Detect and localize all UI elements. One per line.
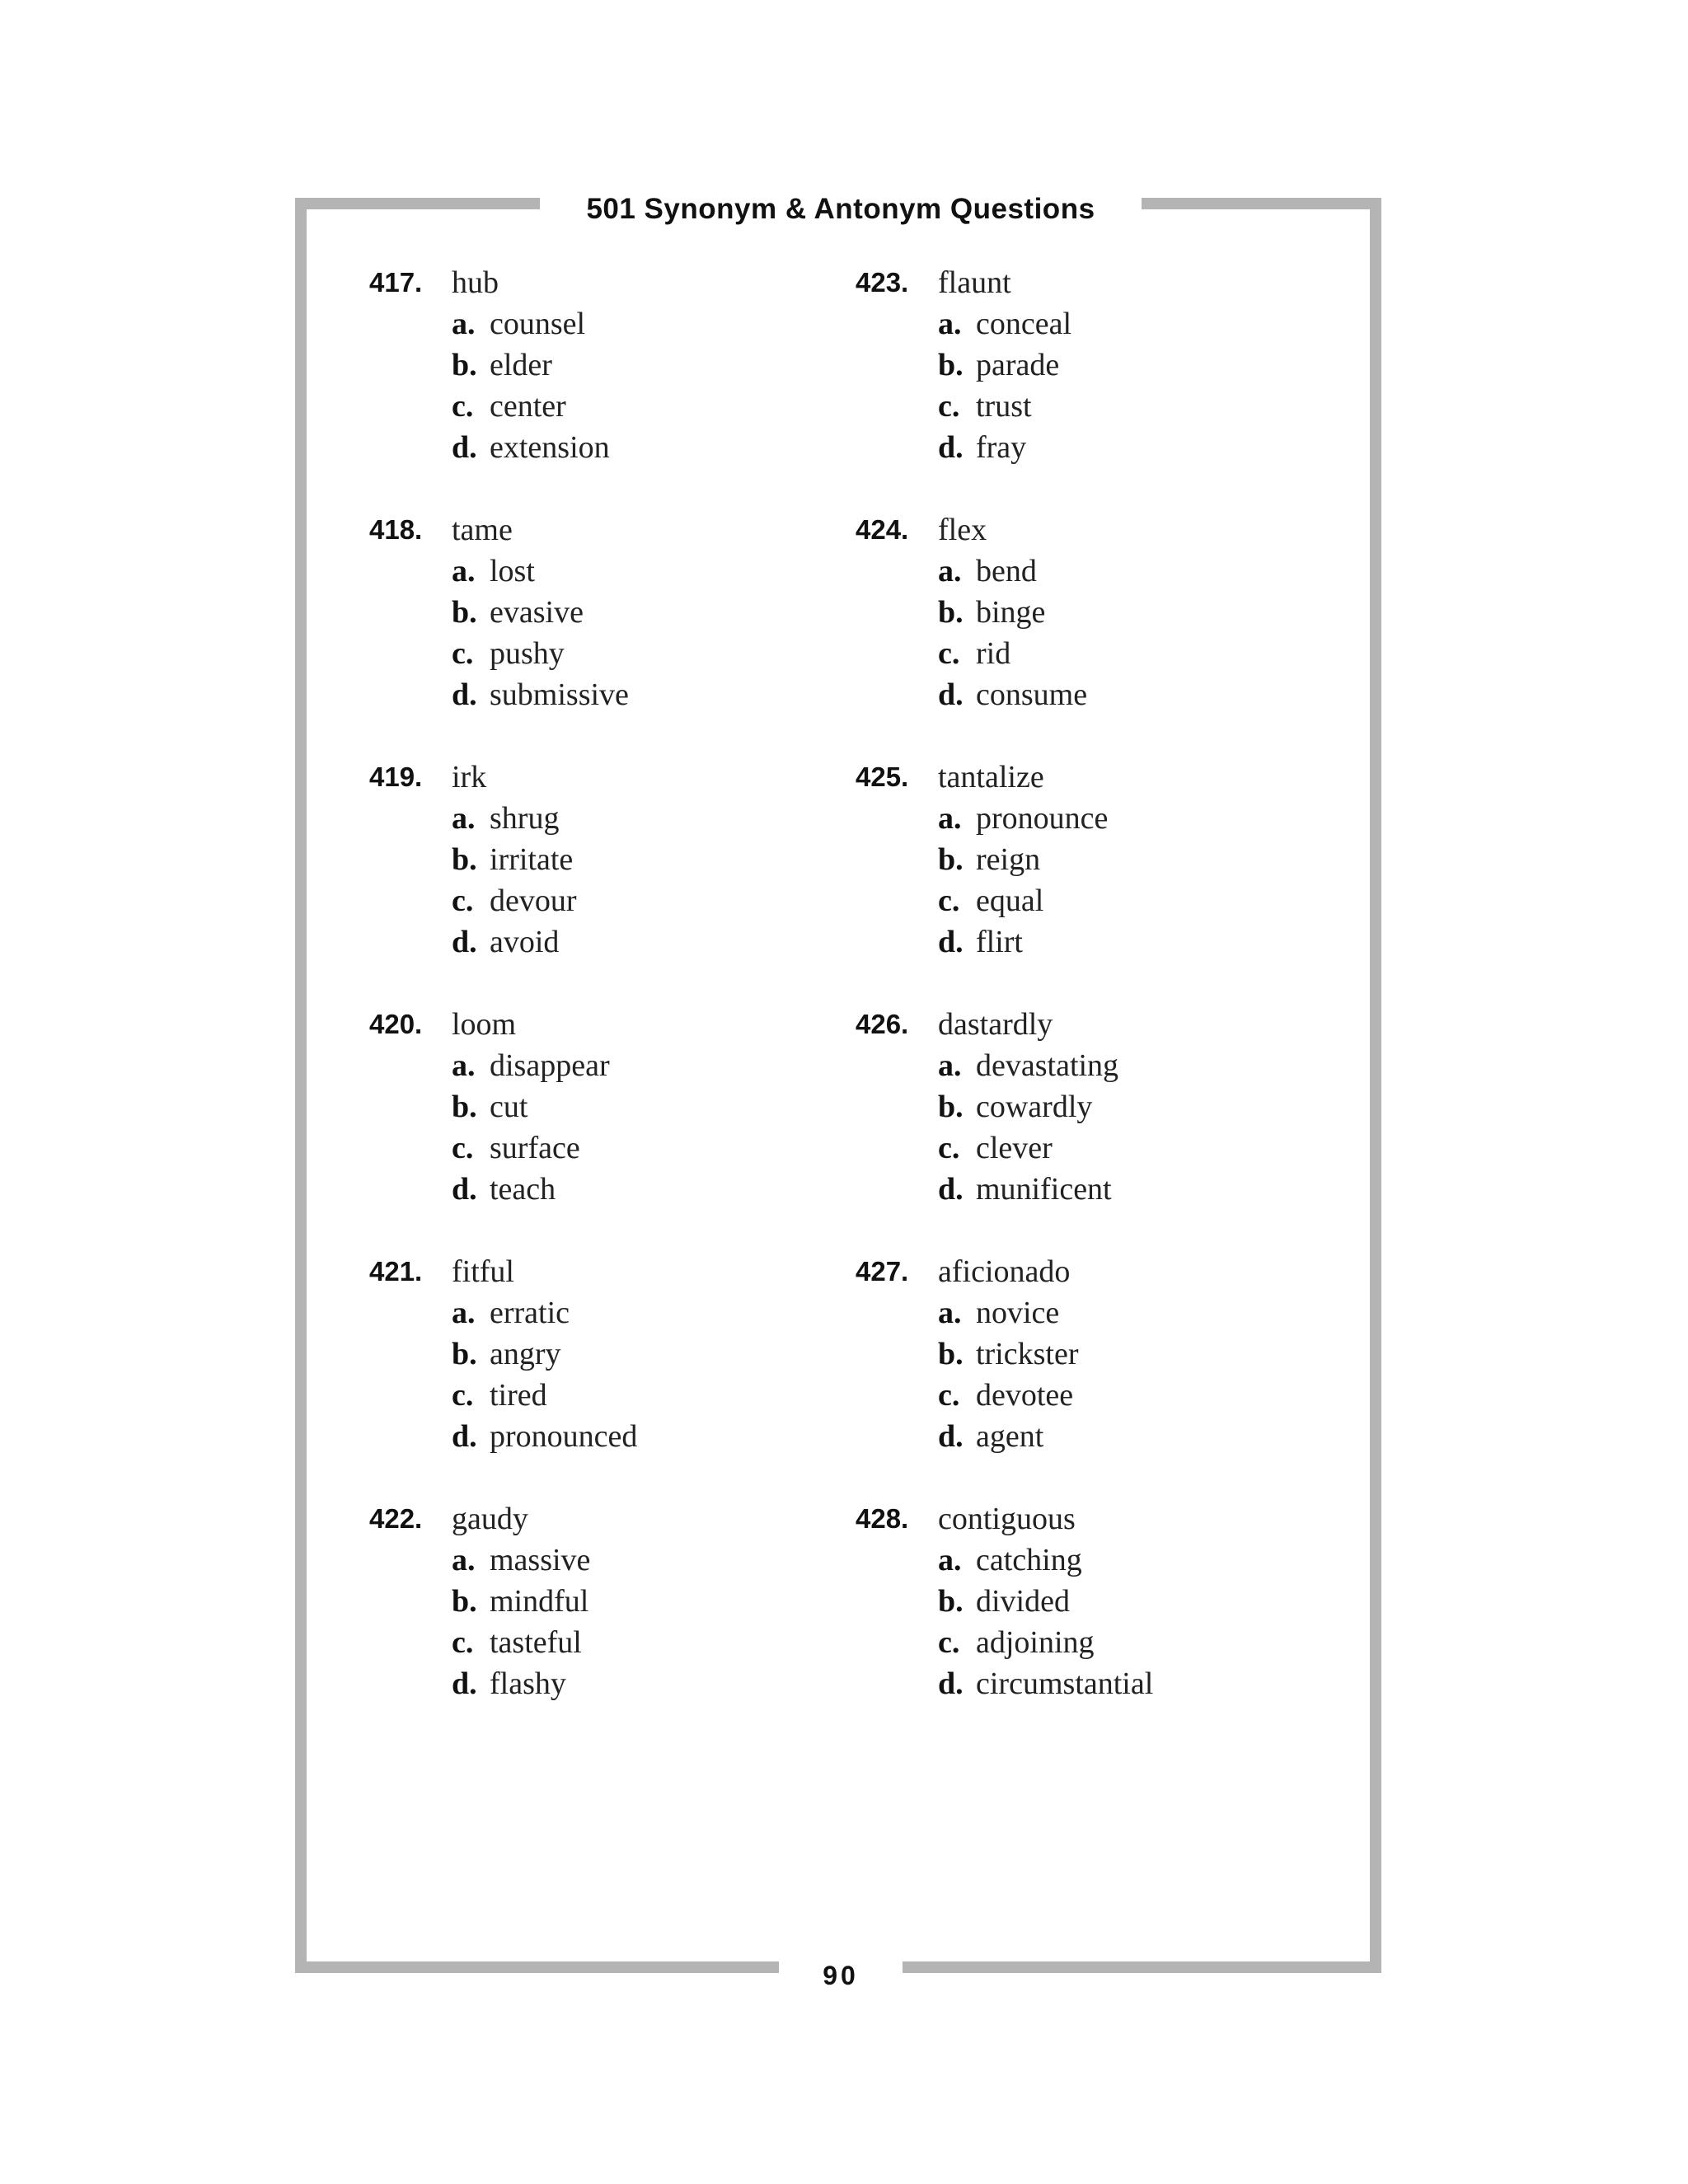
option-letter: d. xyxy=(452,1172,477,1207)
option-text: rid xyxy=(976,636,1011,671)
question-stem xyxy=(369,1498,831,1540)
question-stem xyxy=(369,1251,831,1292)
answer-option xyxy=(938,386,1317,427)
question-number: 425. xyxy=(856,762,909,792)
option-letter: c. xyxy=(452,1131,474,1165)
option-text: adjoining xyxy=(976,1625,1095,1660)
option-text: disappear xyxy=(490,1048,610,1083)
question-column-left xyxy=(369,262,831,1746)
option-text: equal xyxy=(976,883,1044,918)
option-text: novice xyxy=(976,1296,1060,1330)
answer-option xyxy=(452,303,831,344)
question-word: fitful xyxy=(452,1254,514,1289)
question-stem xyxy=(856,262,1317,303)
answer-option xyxy=(938,1416,1317,1457)
answer-option xyxy=(452,1333,831,1375)
answer-option xyxy=(452,1292,831,1333)
answer-option xyxy=(452,1540,831,1581)
option-text: submissive xyxy=(490,677,629,712)
option-letter: c. xyxy=(452,883,474,918)
option-letter: a. xyxy=(452,1296,476,1330)
question-block xyxy=(856,1004,1317,1251)
answer-option xyxy=(452,798,831,839)
question-word: loom xyxy=(452,1007,517,1042)
answer-option xyxy=(452,1416,831,1457)
question-number: 427. xyxy=(856,1256,909,1286)
option-text: extension xyxy=(490,430,610,465)
answer-option xyxy=(452,551,831,592)
option-text: tired xyxy=(490,1378,547,1413)
question-number: 417. xyxy=(369,267,423,298)
option-list xyxy=(856,303,1317,468)
option-letter: b. xyxy=(938,348,964,382)
question-block xyxy=(856,509,1317,757)
option-list xyxy=(369,303,831,468)
question-number: 421. xyxy=(369,1256,423,1286)
option-list xyxy=(856,1540,1317,1704)
option-text: massive xyxy=(490,1543,591,1577)
answer-option xyxy=(938,303,1317,344)
option-letter: c. xyxy=(452,1625,474,1660)
answer-option xyxy=(452,1622,831,1663)
option-text: divided xyxy=(976,1584,1070,1619)
option-letter: d. xyxy=(938,1419,964,1454)
option-text: devastating xyxy=(976,1048,1119,1083)
question-stem xyxy=(856,1251,1317,1292)
question-block xyxy=(369,262,831,509)
question-number: 420. xyxy=(369,1009,423,1039)
answer-option xyxy=(938,551,1317,592)
option-list xyxy=(369,1540,831,1704)
option-letter: a. xyxy=(938,1543,962,1577)
question-number: 419. xyxy=(369,762,423,792)
answer-option xyxy=(938,1622,1317,1663)
option-letter: b. xyxy=(938,1584,964,1619)
answer-option xyxy=(938,839,1317,880)
option-letter: d. xyxy=(938,430,964,465)
question-block xyxy=(369,1251,831,1498)
answer-option xyxy=(452,1086,831,1127)
option-letter: b. xyxy=(452,1584,477,1619)
option-letter: b. xyxy=(938,1090,964,1124)
option-letter: b. xyxy=(452,1090,477,1124)
option-letter: c. xyxy=(938,883,960,918)
option-text: reign xyxy=(976,842,1041,877)
option-letter: c. xyxy=(452,636,474,671)
answer-option xyxy=(938,1663,1317,1704)
option-text: flashy xyxy=(490,1666,566,1701)
option-text: pushy xyxy=(490,636,565,671)
question-number: 428. xyxy=(856,1503,909,1534)
option-text: surface xyxy=(490,1131,580,1165)
option-list xyxy=(369,551,831,715)
option-letter: a. xyxy=(938,1296,962,1330)
answer-option xyxy=(938,427,1317,468)
answer-option xyxy=(938,921,1317,963)
option-letter: b. xyxy=(938,842,964,877)
option-text: shrug xyxy=(490,801,560,836)
option-letter: b. xyxy=(938,595,964,630)
answer-option xyxy=(938,1540,1317,1581)
option-text: avoid xyxy=(490,925,560,959)
option-text: erratic xyxy=(490,1296,570,1330)
answer-option xyxy=(938,1086,1317,1127)
question-word: gaudy xyxy=(452,1502,528,1536)
question-stem xyxy=(856,1498,1317,1540)
question-word: hub xyxy=(452,265,499,300)
option-letter: d. xyxy=(452,677,477,712)
answer-option xyxy=(452,921,831,963)
option-list xyxy=(856,798,1317,963)
answer-option xyxy=(938,880,1317,921)
question-stem xyxy=(369,262,831,303)
option-list xyxy=(369,1292,831,1457)
answer-option xyxy=(938,1127,1317,1169)
option-text: binge xyxy=(976,595,1046,630)
option-text: circumstantial xyxy=(976,1666,1154,1701)
question-block xyxy=(369,1004,831,1251)
option-letter: d. xyxy=(452,1419,477,1454)
answer-option xyxy=(938,1375,1317,1416)
option-text: fray xyxy=(976,430,1027,465)
question-stem xyxy=(856,1004,1317,1045)
option-letter: a. xyxy=(452,554,476,588)
option-letter: b. xyxy=(452,842,477,877)
option-letter: a. xyxy=(938,554,962,588)
option-letter: c. xyxy=(938,1625,960,1660)
option-letter: b. xyxy=(452,348,477,382)
answer-option xyxy=(452,674,831,715)
answer-option xyxy=(938,674,1317,715)
answer-option xyxy=(938,1292,1317,1333)
answer-option xyxy=(938,633,1317,674)
option-text: bend xyxy=(976,554,1037,588)
option-letter: c. xyxy=(938,389,960,424)
option-letter: c. xyxy=(938,636,960,671)
answer-option xyxy=(938,1581,1317,1622)
option-text: counsel xyxy=(490,307,586,341)
option-letter: b. xyxy=(452,595,477,630)
question-stem xyxy=(369,1004,831,1045)
option-text: cut xyxy=(490,1090,528,1124)
option-text: catching xyxy=(976,1543,1082,1577)
answer-option xyxy=(452,1045,831,1086)
option-list xyxy=(856,1045,1317,1210)
option-text: lost xyxy=(490,554,535,588)
option-text: angry xyxy=(490,1337,561,1371)
option-letter: d. xyxy=(938,1666,964,1701)
option-text: conceal xyxy=(976,307,1072,341)
question-word: contiguous xyxy=(938,1502,1076,1536)
answer-option xyxy=(452,633,831,674)
option-text: evasive xyxy=(490,595,584,630)
option-text: tasteful xyxy=(490,1625,582,1660)
option-text: devotee xyxy=(976,1378,1074,1413)
answer-option xyxy=(452,386,831,427)
option-text: trickster xyxy=(976,1337,1079,1371)
question-stem xyxy=(856,509,1317,551)
question-block xyxy=(369,757,831,1004)
answer-option xyxy=(938,1169,1317,1210)
option-letter: b. xyxy=(452,1337,477,1371)
answer-option xyxy=(938,592,1317,633)
option-text: devour xyxy=(490,883,577,918)
question-word: tantalize xyxy=(938,760,1044,794)
question-stem xyxy=(369,509,831,551)
question-block xyxy=(369,509,831,757)
answer-option xyxy=(452,839,831,880)
option-text: parade xyxy=(976,348,1060,382)
option-text: teach xyxy=(490,1172,556,1207)
option-list xyxy=(369,1045,831,1210)
option-letter: d. xyxy=(452,1666,477,1701)
option-list xyxy=(856,1292,1317,1457)
answer-option xyxy=(938,798,1317,839)
answer-option xyxy=(938,1333,1317,1375)
option-text: consume xyxy=(976,677,1088,712)
option-letter: d. xyxy=(938,925,964,959)
answer-option xyxy=(452,1581,831,1622)
option-list xyxy=(369,798,831,963)
question-word: aficionado xyxy=(938,1254,1071,1289)
question-number: 422. xyxy=(369,1503,423,1534)
question-number: 423. xyxy=(856,267,909,298)
answer-option xyxy=(452,1663,831,1704)
option-letter: a. xyxy=(452,1543,476,1577)
question-block xyxy=(369,1498,831,1746)
question-column-right xyxy=(856,262,1317,1746)
question-block xyxy=(856,262,1317,509)
question-stem xyxy=(369,757,831,798)
page-title: 501 Synonym & Antonym Questions xyxy=(586,193,1095,225)
option-letter: a. xyxy=(938,801,962,836)
question-word: irk xyxy=(452,760,487,794)
option-text: center xyxy=(490,389,566,424)
option-list xyxy=(856,551,1317,715)
answer-option xyxy=(452,1169,831,1210)
option-text: pronounced xyxy=(490,1419,638,1454)
answer-option xyxy=(938,344,1317,386)
option-letter: c. xyxy=(452,389,474,424)
option-text: elder xyxy=(490,348,552,382)
question-number: 418. xyxy=(369,514,423,545)
option-letter: d. xyxy=(938,1172,964,1207)
option-letter: a. xyxy=(938,307,962,341)
question-word: flex xyxy=(938,513,987,547)
question-block xyxy=(856,1498,1317,1746)
answer-option xyxy=(452,592,831,633)
answer-option xyxy=(452,427,831,468)
answer-option xyxy=(938,1045,1317,1086)
page-number: 90 xyxy=(823,1961,859,1990)
option-letter: c. xyxy=(452,1378,474,1413)
option-letter: a. xyxy=(452,1048,476,1083)
option-text: pronounce xyxy=(976,801,1109,836)
option-letter: c. xyxy=(938,1378,960,1413)
option-letter: a. xyxy=(938,1048,962,1083)
option-text: agent xyxy=(976,1419,1044,1454)
option-text: trust xyxy=(976,389,1032,424)
question-block xyxy=(856,757,1317,1004)
option-letter: d. xyxy=(452,925,477,959)
answer-option xyxy=(452,1375,831,1416)
option-text: cowardly xyxy=(976,1090,1093,1124)
answer-option xyxy=(452,344,831,386)
question-word: dastardly xyxy=(938,1007,1053,1042)
question-number: 426. xyxy=(856,1009,909,1039)
option-text: munificent xyxy=(976,1172,1112,1207)
option-text: irritate xyxy=(490,842,574,877)
answer-option xyxy=(452,880,831,921)
question-word: tame xyxy=(452,513,513,547)
option-letter: a. xyxy=(452,307,476,341)
option-letter: d. xyxy=(452,430,477,465)
option-text: clever xyxy=(976,1131,1053,1165)
option-letter: a. xyxy=(452,801,476,836)
option-letter: c. xyxy=(938,1131,960,1165)
option-text: flirt xyxy=(976,925,1023,959)
question-stem xyxy=(856,757,1317,798)
option-text: mindful xyxy=(490,1584,589,1619)
question-block xyxy=(856,1251,1317,1498)
option-letter: d. xyxy=(938,677,964,712)
answer-option xyxy=(452,1127,831,1169)
option-letter: b. xyxy=(938,1337,964,1371)
question-word: flaunt xyxy=(938,265,1011,300)
question-number: 424. xyxy=(856,514,909,545)
